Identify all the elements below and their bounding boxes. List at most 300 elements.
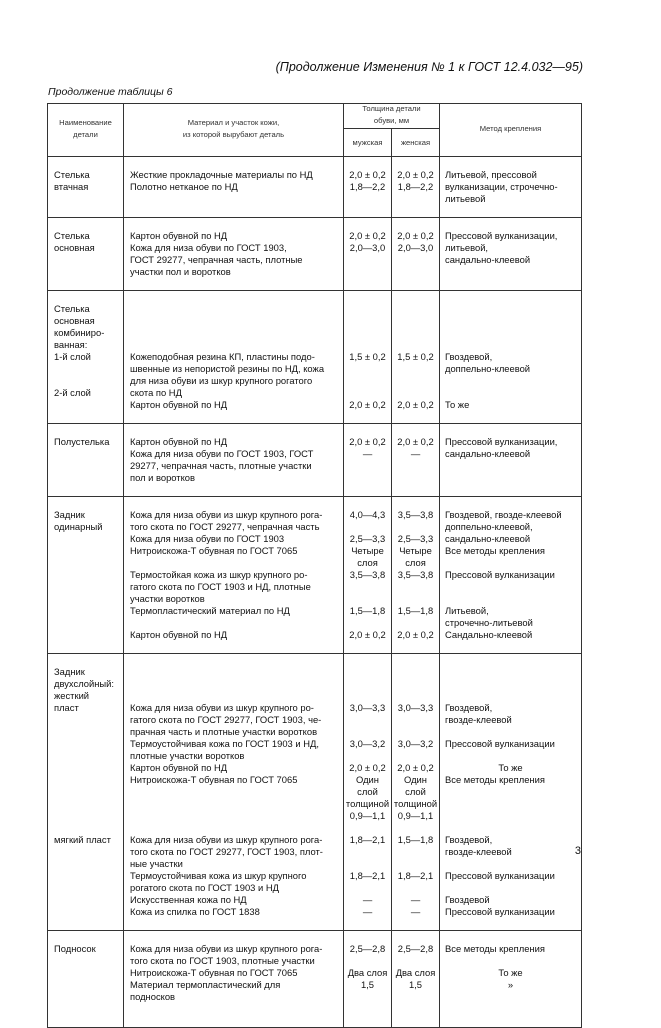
cell-line xyxy=(392,424,439,436)
cell-line xyxy=(344,460,391,472)
material-cell xyxy=(124,218,344,291)
cell-line xyxy=(440,315,581,327)
cell-line xyxy=(440,339,581,351)
cell-line xyxy=(48,858,123,870)
cell-line: — xyxy=(362,906,373,917)
cell-line: гатого скота по ГОСТ 29277, ГОСТ 1903, че- xyxy=(130,714,322,725)
cell-line xyxy=(344,205,391,217)
cell-line: То же xyxy=(498,967,523,978)
cell-line xyxy=(440,918,581,930)
method-cell xyxy=(440,654,582,931)
cell-line: Задник xyxy=(54,666,85,677)
cell-line: прачная часть и плотные участки воротков xyxy=(130,726,318,737)
cell-line xyxy=(440,472,581,484)
cell-line: Термопластический материал по НД xyxy=(130,605,290,616)
cell-line: Все методы крепления xyxy=(445,774,545,785)
cell-line: Два слоя xyxy=(395,967,436,978)
cell-line xyxy=(48,870,123,882)
cell-line: Термоустойчивая кожа из шкур крупного xyxy=(130,870,307,881)
cell-line xyxy=(392,363,439,375)
cell-line: того скота по ГОСТ 1903, плотные участки xyxy=(130,955,315,966)
cell-line xyxy=(392,266,439,278)
cell-line xyxy=(344,581,391,593)
cell-line xyxy=(440,750,581,762)
cell-line: Прессовой вулканизации, xyxy=(445,436,558,447)
cell-line: участки воротков xyxy=(130,593,205,604)
male-thickness-cell xyxy=(344,157,392,218)
cell-line xyxy=(124,484,343,496)
cell-line: гатого скота по ГОСТ 1903 и НД, плотные xyxy=(130,581,311,592)
material-cell xyxy=(124,654,344,931)
cell-line: 2,0—3,0 xyxy=(397,242,434,253)
cell-line xyxy=(440,278,581,290)
cell-line xyxy=(440,1003,581,1015)
cell-line xyxy=(344,991,391,1003)
cell-line: ГОСТ 29277, чепрачная часть, плотные xyxy=(130,254,303,265)
cell-line: Стелька xyxy=(54,169,90,180)
cell-line xyxy=(344,266,391,278)
cell-line xyxy=(124,1003,343,1015)
cell-line: Кожа для низа обуви по ГОСТ 1903, xyxy=(130,242,287,253)
cell-line xyxy=(124,218,343,230)
cell-line xyxy=(344,641,391,653)
cell-line: — xyxy=(410,906,421,917)
cell-line xyxy=(48,798,123,810)
cell-line: Кожа для низа обуви из шкур крупного ро- xyxy=(130,702,314,713)
table-row xyxy=(48,157,582,218)
cell-line xyxy=(440,822,581,834)
cell-line xyxy=(48,1003,123,1015)
cell-line xyxy=(392,387,439,399)
cell-line xyxy=(124,931,343,943)
cell-line: слой xyxy=(357,786,378,797)
cell-line xyxy=(392,991,439,1003)
cell-line xyxy=(344,424,391,436)
cell-line: литьевой xyxy=(445,193,486,204)
cell-line xyxy=(124,303,343,315)
cell-line: скота по НД xyxy=(130,387,182,398)
part-name-cell xyxy=(48,654,124,931)
cell-line: втачная xyxy=(54,181,89,192)
cell-line: Прессовой вулканизации, xyxy=(445,230,558,241)
cell-line: Нитроискожа-Т обувная по ГОСТ 7065 xyxy=(130,967,298,978)
cell-line xyxy=(392,521,439,533)
cell-line xyxy=(48,931,123,943)
cell-line: 2,0 ± 0,2 xyxy=(397,629,434,640)
cell-line xyxy=(124,798,343,810)
cell-line: ные участки xyxy=(130,858,183,869)
cell-line xyxy=(48,617,123,629)
cell-line xyxy=(440,654,581,666)
cell-line xyxy=(124,193,343,205)
cell-line: Гвоздевой, xyxy=(445,702,493,713)
cell-line: основная xyxy=(54,242,95,253)
cell-line xyxy=(48,375,123,387)
cell-line xyxy=(440,218,581,230)
cell-line: гвоздe-клеевой xyxy=(445,714,512,725)
cell-line xyxy=(124,918,343,930)
cell-line xyxy=(48,157,123,169)
cell-line: Стелька xyxy=(54,303,90,314)
cell-line xyxy=(48,218,123,230)
cell-line xyxy=(48,278,123,290)
male-thickness-cell xyxy=(344,931,392,1028)
cell-line: 2,0 ± 0,2 xyxy=(349,762,386,773)
female-thickness-cell xyxy=(392,424,440,497)
cell-line xyxy=(440,690,581,702)
cell-line xyxy=(344,617,391,629)
cell-line xyxy=(124,822,343,834)
cell-line xyxy=(392,726,439,738)
header-female: женская xyxy=(392,129,440,157)
cell-line: 2,0 ± 0,2 xyxy=(349,399,386,410)
cell-line xyxy=(392,846,439,858)
cell-line: литьевой, xyxy=(445,242,489,253)
cell-line xyxy=(48,569,123,581)
cell-line xyxy=(392,581,439,593)
cell-line xyxy=(344,846,391,858)
cell-line xyxy=(392,714,439,726)
cell-line: 0,9—1,1 xyxy=(349,810,386,821)
cell-line xyxy=(48,894,123,906)
cell-line: пол и воротков xyxy=(130,472,196,483)
cell-line xyxy=(392,918,439,930)
cell-line xyxy=(344,666,391,678)
cell-line: одинарный xyxy=(54,521,103,532)
cell-line xyxy=(124,278,343,290)
method-cell xyxy=(440,291,582,424)
cell-line: Термоустойчивая кожа по ГОСТ 1903 и НД, xyxy=(130,738,319,749)
cell-line xyxy=(392,460,439,472)
cell-line xyxy=(48,593,123,605)
cell-line xyxy=(124,810,343,822)
cell-line: Подносок xyxy=(54,943,96,954)
female-thickness-cell xyxy=(392,497,440,654)
cell-line: » xyxy=(507,979,514,990)
cell-line xyxy=(440,157,581,169)
cell-line xyxy=(344,303,391,315)
part-name-cell xyxy=(48,291,124,424)
cell-line xyxy=(440,593,581,605)
cell-line xyxy=(440,666,581,678)
cell-line: строчечно-литьевой xyxy=(445,617,533,628)
cell-line xyxy=(48,497,123,509)
cell-line: 2-й слой xyxy=(54,387,91,398)
cell-line: 2,5—2,8 xyxy=(349,943,386,954)
cell-line: 3,0—3,2 xyxy=(397,738,434,749)
cell-line xyxy=(392,654,439,666)
cell-line: Нитроискожа-Т обувная по ГОСТ 7065 xyxy=(130,774,298,785)
material-cell xyxy=(124,157,344,218)
cell-line: Все методы крепления xyxy=(445,943,545,954)
cell-line xyxy=(440,955,581,967)
cell-line xyxy=(344,918,391,930)
cell-line: слоя xyxy=(357,557,378,568)
cell-line: комбиниро- xyxy=(54,327,105,338)
cell-line: ванная: xyxy=(54,339,88,350)
cell-line xyxy=(48,399,123,411)
cell-line xyxy=(344,363,391,375)
cell-line: Гвоздевой, xyxy=(445,834,493,845)
male-thickness-cell xyxy=(344,218,392,291)
cell-line: мягкий пласт xyxy=(54,834,111,845)
cell-line xyxy=(392,955,439,967)
cell-line xyxy=(392,315,439,327)
method-cell xyxy=(440,931,582,1028)
table-row xyxy=(48,424,582,497)
table-row xyxy=(48,218,582,291)
cell-line xyxy=(48,545,123,557)
cell-line: 1,8—2,2 xyxy=(349,181,386,192)
cell-line: двухслойный: xyxy=(54,678,114,689)
cell-line xyxy=(392,327,439,339)
cell-line xyxy=(344,521,391,533)
cell-line xyxy=(440,557,581,569)
cell-line xyxy=(392,1003,439,1015)
cell-line: 3,5—3,8 xyxy=(349,569,386,580)
cell-line: Гвоздевой, гвоздe-клеевой xyxy=(445,509,562,520)
continuation-header: (Продолжение Изменения № 1 к ГОСТ 12.4.032—95) xyxy=(275,60,583,74)
male-thickness-cell xyxy=(344,291,392,424)
header-thickness: Толщина детали обуви, мм xyxy=(344,104,440,129)
cell-line xyxy=(392,218,439,230)
cell-line: того скота по ГОСТ 29277, ГОСТ 1903, плот- xyxy=(130,846,323,857)
female-thickness-cell xyxy=(392,291,440,424)
cell-line xyxy=(440,641,581,653)
cell-line: Кожа для низа обуви по ГОСТ 1903 xyxy=(130,533,285,544)
method-cell xyxy=(440,424,582,497)
cell-line xyxy=(124,424,343,436)
cell-line: Полустелька xyxy=(54,436,110,447)
cell-line: Картон обувной по НД xyxy=(130,762,228,773)
cell-line: 2,5—3,3 xyxy=(397,533,434,544)
cell-line: для низа обуви из шкур крупного рогатого xyxy=(130,375,313,386)
method-cell xyxy=(440,218,582,291)
material-cell xyxy=(124,291,344,424)
female-thickness-cell xyxy=(392,218,440,291)
cell-line xyxy=(440,931,581,943)
cell-line: вулканизации, строчечно- xyxy=(445,181,558,192)
cell-line xyxy=(344,726,391,738)
table-row xyxy=(48,497,582,654)
cell-line: Жесткие прокладочные материалы по НД xyxy=(130,169,313,180)
cell-line: плотные участки воротков xyxy=(130,750,245,761)
cell-line: 3,0—3,2 xyxy=(349,738,386,749)
cell-line xyxy=(440,424,581,436)
cell-line xyxy=(48,654,123,666)
table-caption: Продолжение таблицы 6 xyxy=(48,86,173,98)
cell-line xyxy=(440,810,581,822)
table-row xyxy=(48,931,582,1028)
cell-line xyxy=(440,291,581,303)
cell-line xyxy=(48,533,123,545)
method-cell xyxy=(440,157,582,218)
cell-line xyxy=(48,424,123,436)
cell-line: Картон обувной по НД xyxy=(130,399,228,410)
cell-line xyxy=(48,846,123,858)
female-thickness-cell xyxy=(392,931,440,1028)
cell-line xyxy=(124,617,343,629)
cell-line: 1,8—2,1 xyxy=(349,834,386,845)
cell-line xyxy=(392,858,439,870)
cell-line: пласт xyxy=(54,702,79,713)
cell-line xyxy=(48,472,123,484)
cell-line xyxy=(48,254,123,266)
cell-line xyxy=(344,327,391,339)
cell-line: сандально-клеевой xyxy=(445,254,531,265)
male-thickness-cell xyxy=(344,424,392,497)
cell-line xyxy=(48,1015,123,1027)
table-row xyxy=(48,654,582,931)
cell-line: 2,0 ± 0,2 xyxy=(397,436,434,447)
cell-line: 1,5—1,8 xyxy=(397,834,434,845)
cell-line: рогатого скота по ГОСТ 1903 и НД xyxy=(130,882,279,893)
cell-line xyxy=(392,690,439,702)
cell-line: — xyxy=(410,448,421,459)
cell-line: доппельно-клеевой, xyxy=(445,521,533,532)
cell-line: 2,0 ± 0,2 xyxy=(397,399,434,410)
male-thickness-cell xyxy=(344,654,392,931)
cell-line xyxy=(124,654,343,666)
cell-line xyxy=(124,666,343,678)
header-male: мужская xyxy=(344,129,392,157)
cell-line: То же xyxy=(498,762,523,773)
cell-line xyxy=(440,581,581,593)
header-part-name: Наименование детали xyxy=(48,104,124,157)
cell-line: Кожа из спилка по ГОСТ 1838 xyxy=(130,906,260,917)
cell-line: подносков xyxy=(130,991,176,1002)
material-cell xyxy=(124,424,344,497)
cell-line xyxy=(344,291,391,303)
cell-line xyxy=(440,460,581,472)
material-cell xyxy=(124,931,344,1028)
cell-line xyxy=(124,291,343,303)
cell-line: Гвоздевой, xyxy=(445,351,493,362)
cell-line: Гвоздевой xyxy=(445,894,490,905)
cell-line: 1,8—2,2 xyxy=(397,181,434,192)
part-name-cell xyxy=(48,497,124,654)
cell-line xyxy=(48,786,123,798)
cell-line xyxy=(344,931,391,943)
cell-line xyxy=(392,339,439,351)
cell-line xyxy=(48,738,123,750)
cell-line: толщиной xyxy=(345,798,390,809)
cell-line xyxy=(440,327,581,339)
cell-line: 2,0 ± 0,2 xyxy=(397,230,434,241)
cell-line xyxy=(344,218,391,230)
cell-line xyxy=(440,303,581,315)
cell-line: 3,5—3,8 xyxy=(397,509,434,520)
cell-line: Литьевой, xyxy=(445,605,489,616)
cell-line xyxy=(344,1003,391,1015)
cell-line xyxy=(392,750,439,762)
cell-line xyxy=(392,617,439,629)
cell-line xyxy=(392,205,439,217)
cell-line xyxy=(344,593,391,605)
cell-line: основная xyxy=(54,315,95,326)
cell-line: Прессовой вулканизации xyxy=(445,906,555,917)
cell-line: 29277, чепрачная часть, плотные участки xyxy=(130,460,312,471)
cell-line: Кожеподобная резина КП, пластины подо- xyxy=(130,351,315,362)
cell-line xyxy=(440,387,581,399)
cell-line xyxy=(124,678,343,690)
cell-line: Полотно нетканое по НД xyxy=(130,181,238,192)
cell-line: 2,0 ± 0,2 xyxy=(349,629,386,640)
cell-line: Кожа для низа обуви по ГОСТ 1903, ГОСТ xyxy=(130,448,314,459)
cell-line: 2,5—2,8 xyxy=(397,943,434,954)
cell-line xyxy=(124,157,343,169)
method-cell xyxy=(440,497,582,654)
cell-line xyxy=(392,472,439,484)
cell-line: сандально-клеевой xyxy=(445,448,531,459)
cell-line: Материал термопластический для xyxy=(130,979,281,990)
cell-line xyxy=(392,931,439,943)
cell-line xyxy=(392,882,439,894)
cell-line xyxy=(344,315,391,327)
cell-line: 1,5—1,8 xyxy=(397,605,434,616)
part-name-cell xyxy=(48,424,124,497)
female-thickness-cell xyxy=(392,157,440,218)
cell-line: 3,0—3,3 xyxy=(349,702,386,713)
cell-line xyxy=(344,157,391,169)
cell-line xyxy=(48,762,123,774)
cell-line: жесткий xyxy=(54,690,90,701)
cell-line xyxy=(124,557,343,569)
cell-line xyxy=(124,327,343,339)
header-material: Материал и участок кожи, из которой вырубают деталь xyxy=(124,104,344,157)
cell-line xyxy=(48,906,123,918)
cell-line xyxy=(392,193,439,205)
cell-line: 4,0—4,3 xyxy=(349,509,386,520)
cell-line: 3,5—3,8 xyxy=(397,569,434,580)
cell-line: швенные из непористой резины по НД, кожа xyxy=(130,363,325,374)
cell-line: 1,8—2,1 xyxy=(397,870,434,881)
cell-line: 0,9—1,1 xyxy=(397,810,434,821)
cell-line xyxy=(48,266,123,278)
cell-line: Один xyxy=(404,774,427,785)
table-row xyxy=(48,291,582,424)
cell-line: Термостойкая кожа из шкур крупного ро- xyxy=(130,569,308,580)
material-cell xyxy=(124,497,344,654)
cell-line: Картон обувной по НД xyxy=(130,230,228,241)
cell-line xyxy=(48,810,123,822)
cell-line: Четыре xyxy=(399,545,432,556)
cell-line xyxy=(48,460,123,472)
cell-line xyxy=(344,254,391,266)
cell-line: Искусственная кожа по НД xyxy=(130,894,247,905)
cell-line xyxy=(124,690,343,702)
cell-line xyxy=(440,205,581,217)
cell-line xyxy=(124,641,343,653)
cell-line: 2,0 ± 0,2 xyxy=(397,169,434,180)
cell-line xyxy=(48,714,123,726)
cell-line: Кожа для низа обуви из шкур крупного рога- xyxy=(130,943,323,954)
cell-line: 2,0 ± 0,2 xyxy=(349,230,386,241)
cell-line xyxy=(440,266,581,278)
cell-line: 1,8—2,1 xyxy=(349,870,386,881)
cell-line xyxy=(48,193,123,205)
cell-line xyxy=(48,629,123,641)
male-thickness-cell xyxy=(344,497,392,654)
cell-line: Нитроискожа-Т обувная по ГОСТ 7065 xyxy=(130,545,298,556)
cell-line: 2,0 ± 0,2 xyxy=(349,436,386,447)
cell-line xyxy=(392,254,439,266)
cell-line xyxy=(48,955,123,967)
cell-line: Литьевой, прессовой xyxy=(445,169,537,180)
cell-line xyxy=(48,291,123,303)
cell-line xyxy=(392,291,439,303)
cell-line xyxy=(48,448,123,460)
